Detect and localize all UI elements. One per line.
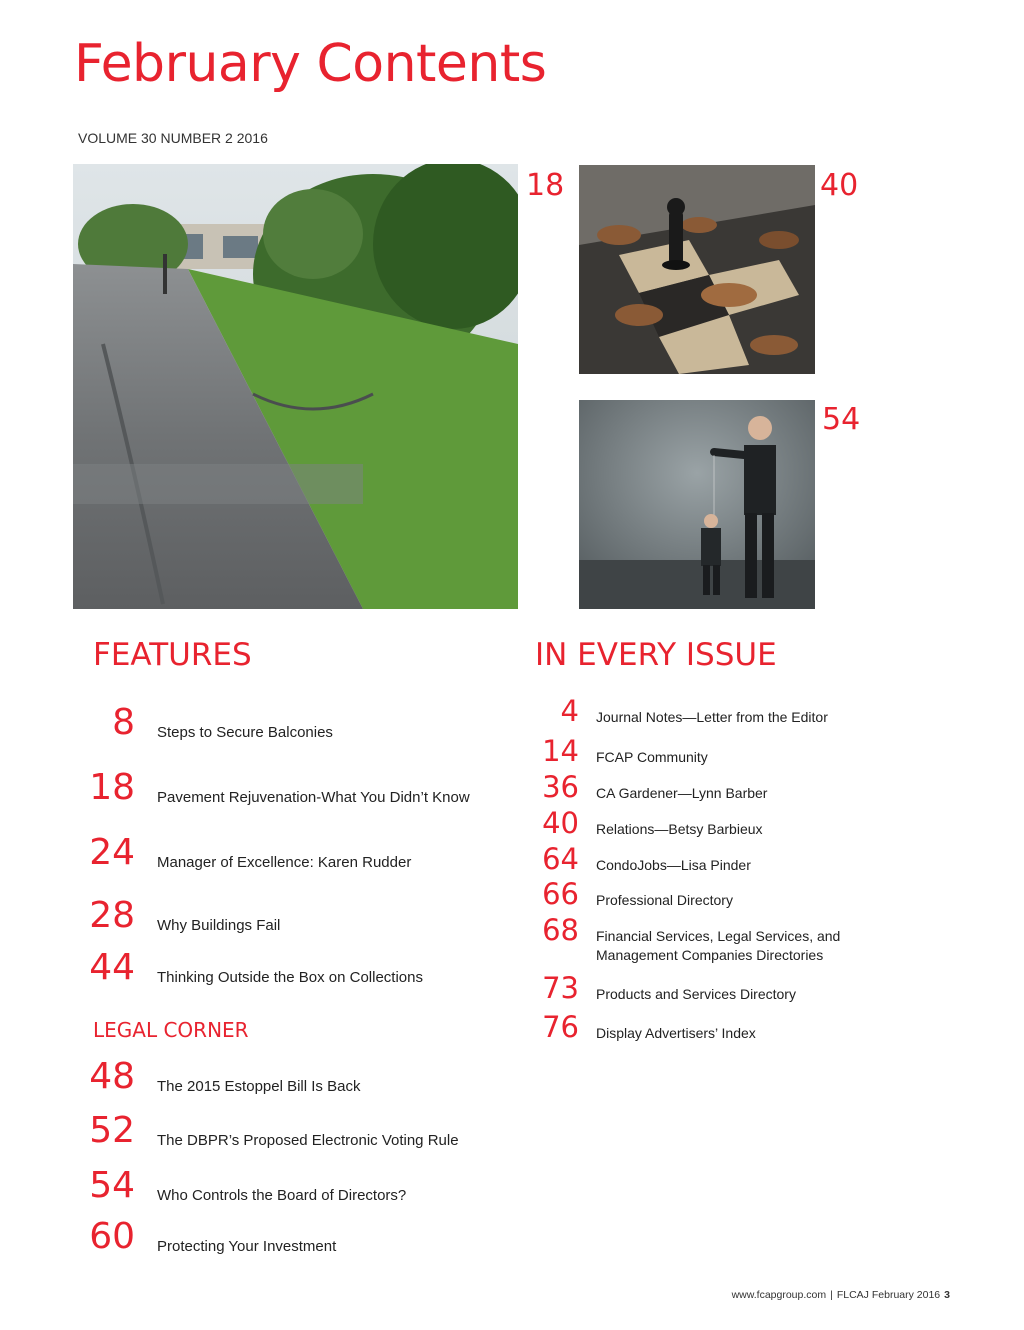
- article-title-line-2: Management Companies Directories: [596, 947, 824, 963]
- page-number: 18: [89, 767, 135, 808]
- page-number: 40: [542, 806, 579, 840]
- features-heading: FEATURES: [93, 637, 252, 673]
- article-title: The DBPR’s Proposed Electronic Voting Rule: [157, 1132, 459, 1149]
- article-title: Display Advertisers’ Index: [596, 1025, 756, 1041]
- chess-pieces-photo: [579, 165, 815, 374]
- page-number: 24: [89, 832, 135, 873]
- page-footer: [732, 1289, 950, 1301]
- footer-journal: FLCAJ February 2016: [836, 1289, 941, 1301]
- footer-page-number: 3: [944, 1289, 950, 1301]
- legal-corner-heading: LEGAL CORNER: [93, 1018, 249, 1042]
- page-number: 54: [89, 1165, 135, 1206]
- article-title: Steps to Secure Balconies: [157, 724, 333, 741]
- page-number: 60: [89, 1216, 135, 1257]
- page-number: 48: [89, 1056, 135, 1097]
- page-number: 68: [542, 913, 579, 947]
- page-number: 52: [89, 1110, 135, 1151]
- article-title: Journal Notes—Letter from the Editor: [596, 709, 828, 725]
- footer-website-link[interactable]: www.fcapgroup.com: [731, 1289, 827, 1301]
- page-number: 76: [542, 1010, 579, 1044]
- page-number: 36: [542, 770, 579, 804]
- photo-page-number-54: 54: [822, 402, 861, 437]
- puppet-businessman-photo: [579, 400, 815, 609]
- page-number: 44: [89, 947, 135, 988]
- article-title: FCAP Community: [596, 749, 708, 765]
- article-title: Protecting Your Investment: [157, 1238, 337, 1255]
- article-title: Pavement Rejuvenation-What You Didn’t Know: [157, 789, 470, 806]
- photo-page-number-40: 40: [820, 168, 859, 203]
- article-title: Relations—Betsy Barbieux: [596, 821, 763, 837]
- article-title: Professional Directory: [596, 892, 733, 908]
- page-number: 64: [542, 842, 579, 876]
- page-number: 73: [542, 971, 579, 1005]
- article-title: Products and Services Directory: [596, 986, 796, 1002]
- pavement-photo: [73, 164, 518, 609]
- page-number: 14: [542, 734, 579, 768]
- page-number: 4: [560, 694, 579, 728]
- every-issue-heading: IN EVERY ISSUE: [535, 637, 777, 673]
- article-title: CondoJobs—Lisa Pinder: [596, 857, 751, 873]
- volume-issue-line: VOLUME 30 NUMBER 2 2016: [78, 130, 268, 146]
- page-number: 8: [112, 702, 135, 743]
- page-number: 28: [89, 895, 135, 936]
- photo-page-number-18: 18: [526, 168, 565, 203]
- article-title: The 2015 Estoppel Bill Is Back: [157, 1078, 361, 1095]
- article-title: Why Buildings Fail: [157, 917, 281, 934]
- page-number: 66: [542, 877, 579, 911]
- article-title: Financial Services, Legal Services, and: [596, 928, 841, 944]
- article-title: Who Controls the Board of Directors?: [157, 1187, 407, 1204]
- footer-separator: |: [830, 1289, 833, 1301]
- page-title: February Contents: [74, 34, 547, 94]
- article-title: Manager of Excellence: Karen Rudder: [157, 854, 412, 871]
- article-title: CA Gardener—Lynn Barber: [596, 785, 768, 801]
- article-title: Thinking Outside the Box on Collections: [157, 969, 423, 986]
